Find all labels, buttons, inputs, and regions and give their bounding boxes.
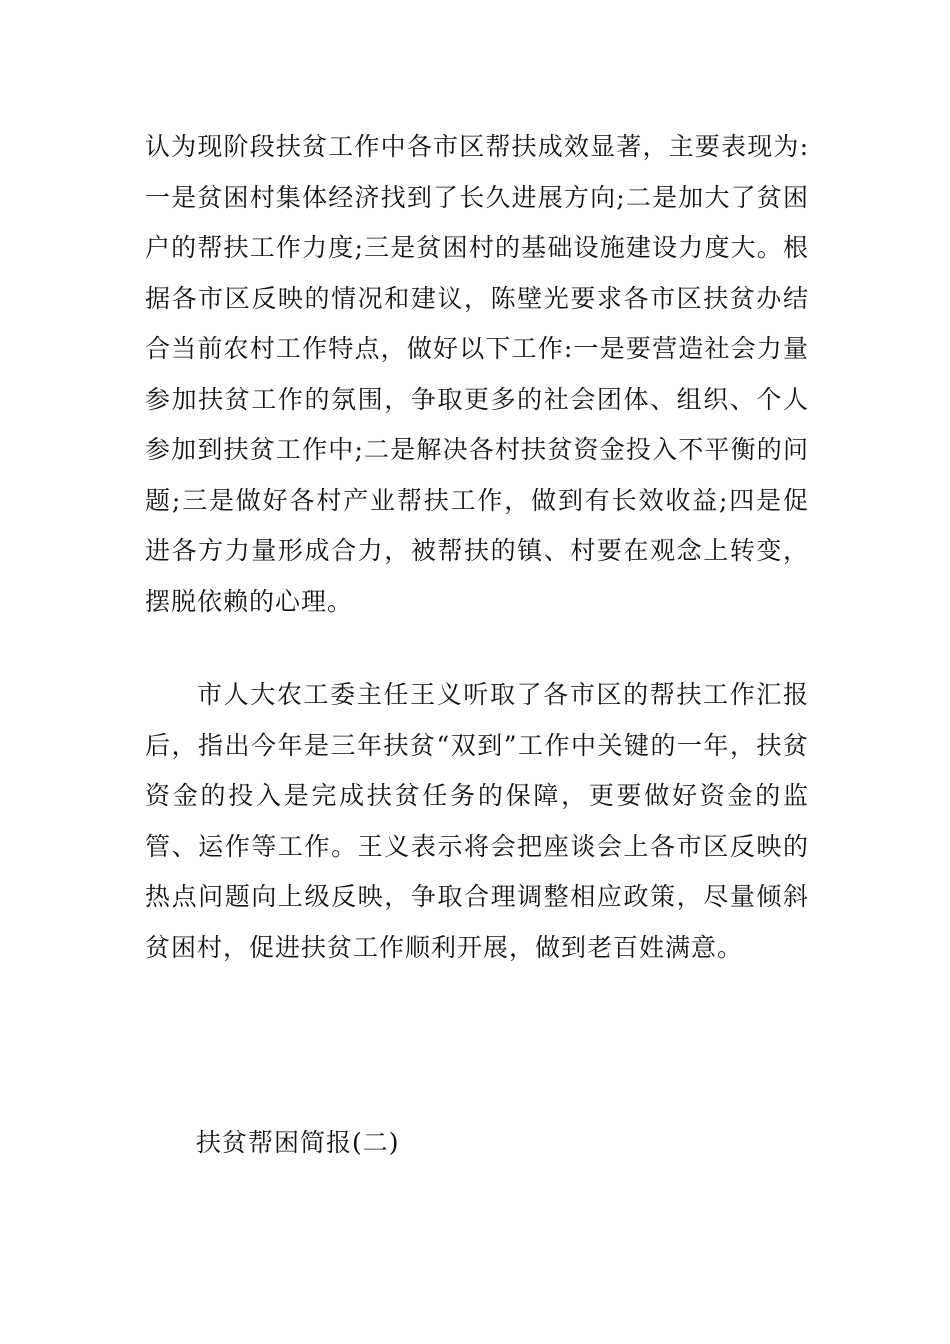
section-title: 扶贫帮困简报(二) [196,1128,400,1157]
body-paragraph: 市人大农工委主任王义听取了各市区的帮扶工作汇报后，指出今年是三年扶贫“双到”工作中关键的一年，扶贫资金的投入是完成扶贫任务的保障，更要做好资金的监管、运作等工作。王义表示将会把座谈会上各市区反映的热点问题向上级反映，争取合理调整相应政策，尽量倾斜贫困村，促进扶贫工作顺利开展，做到老百姓满意。 [145,680,809,962]
body-paragraph: 认为现阶段扶贫工作中各市区帮扶成效显著，主要表现为:一是贫困村集体经济找到了长久进展方向;二是加大了贫困户的帮扶工作力度;三是贫困村的基础设施建设力度大。根据各市区反映的情况和建议，陈壁光要求各市区扶贫办结合当前农村工作特点，做好以下工作:一是要营造社会力量参加扶贫工作的氛围，争取更多的社会团体、组织、个人参加到扶贫工作中;二是解决各村扶贫资金投入不平衡的问题;三是做好各村产业帮扶工作，做到有长效收益;四是促进各方力量形成合力，被帮扶的镇、村要在观念上转变，摆脱依赖的心理。 [145,132,809,616]
